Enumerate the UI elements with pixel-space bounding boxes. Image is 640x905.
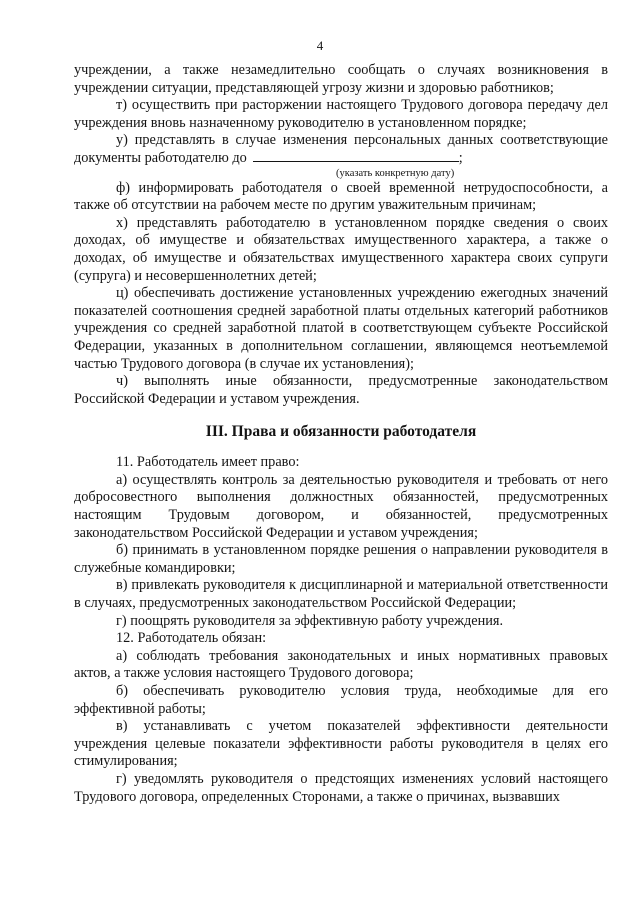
- item-u-suffix: ;: [458, 149, 463, 166]
- paragraph-continuation: учреждении, а также незамедлительно сообщать о случаях возникновения в учреждении ситуации, представляющей угрозу жизни и здоровью работников;: [74, 62, 608, 96]
- date-blank-line: [253, 160, 459, 162]
- paragraph-duty-a: а) соблюдать требования законодательных и иных нормативных правовых актов, а также условия настоящего Трудового договора;: [74, 647, 608, 682]
- paragraph-right-v: в) привлекать руководителя к дисциплинарной и материальной ответственности в случаях, предусмотренных законодательством Российской Федерации;: [74, 577, 608, 612]
- paragraph-duty-g: г) уведомлять руководителя о предстоящих изменениях условий настоящего Трудового договора, определенных Сторонами, а также о причинах, вызвавших: [74, 770, 608, 805]
- date-hint-caption: (указать конкретную дату): [336, 167, 455, 179]
- item-u-text: у) представлять в случае изменения персональных данных соответствующие документы работодателю до: [74, 132, 608, 166]
- paragraph-item-u: [74, 132, 608, 167]
- paragraph-clause-11: 11. Работодатель имеет право:: [116, 454, 300, 471]
- paragraph-duty-v: в) устанавливать с учетом показателей эффективности деятельности учреждения целевые показатели эффективности работы руководителя в целях его стимулирования;: [74, 718, 608, 770]
- paragraph-duty-b: б) обеспечивать руководителю условия труда, необходимые для его эффективной работы;: [74, 683, 608, 717]
- document-body: [74, 62, 608, 806]
- section-heading: III. Права и обязанности работодателя: [205, 423, 477, 441]
- paragraph-right-b: б) принимать в установленном порядке решения о направлении руководителя в служебные командировки;: [74, 542, 608, 576]
- paragraph-right-g: г) поощрять руководителя за эффективную работу учреждения.: [116, 612, 504, 629]
- page-number: 4: [316, 38, 324, 53]
- paragraph-clause-12: 12. Работодатель обязан:: [116, 630, 267, 647]
- paragraph-item-t: т) осуществить при расторжении настоящего Трудового договора передачу дел учреждения вновь назначенному руководителю в установленном порядке;: [74, 97, 608, 131]
- paragraph-item-ts: ц) обеспечивать достижение установленных учреждению ежегодных значений показателей соотношения средней заработной платы отдельных категорий работников учреждения со средней заработной платой в соответствующем субъекте Российской Федерации, указанных в дополнительном соглашении, являющемся неотъемлемой частью Трудового договора (в случае их установления);: [74, 285, 608, 372]
- paragraph-right-a: а) осуществлять контроль за деятельностью руководителя и требовать от него добросовестного выполнения должностных обязанностей, предусмотренных настоящим Трудовым договором, и обязанностей, предусмотренных законодательством Российской Федерации и уставом учреждения;: [74, 471, 608, 541]
- paragraph-item-kh: х) представлять работодателю в установленном порядке сведения о своих доходах, об имуществе и обязательствах имущественного характера, а также о доходах, об имуществе и обязательствах имущественного характера своих супруги (супруга) и несовершеннолетних детей;: [74, 214, 608, 284]
- paragraph-item-ch: ч) выполнять иные обязанности, предусмотренные законодательством Российской Федерации и уставом учреждения.: [74, 373, 608, 407]
- paragraph-item-f: ф) информировать работодателя о своей временной нетрудоспособности, а также об отсутствии на рабочем месте по другим уважительным причинам;: [74, 179, 608, 214]
